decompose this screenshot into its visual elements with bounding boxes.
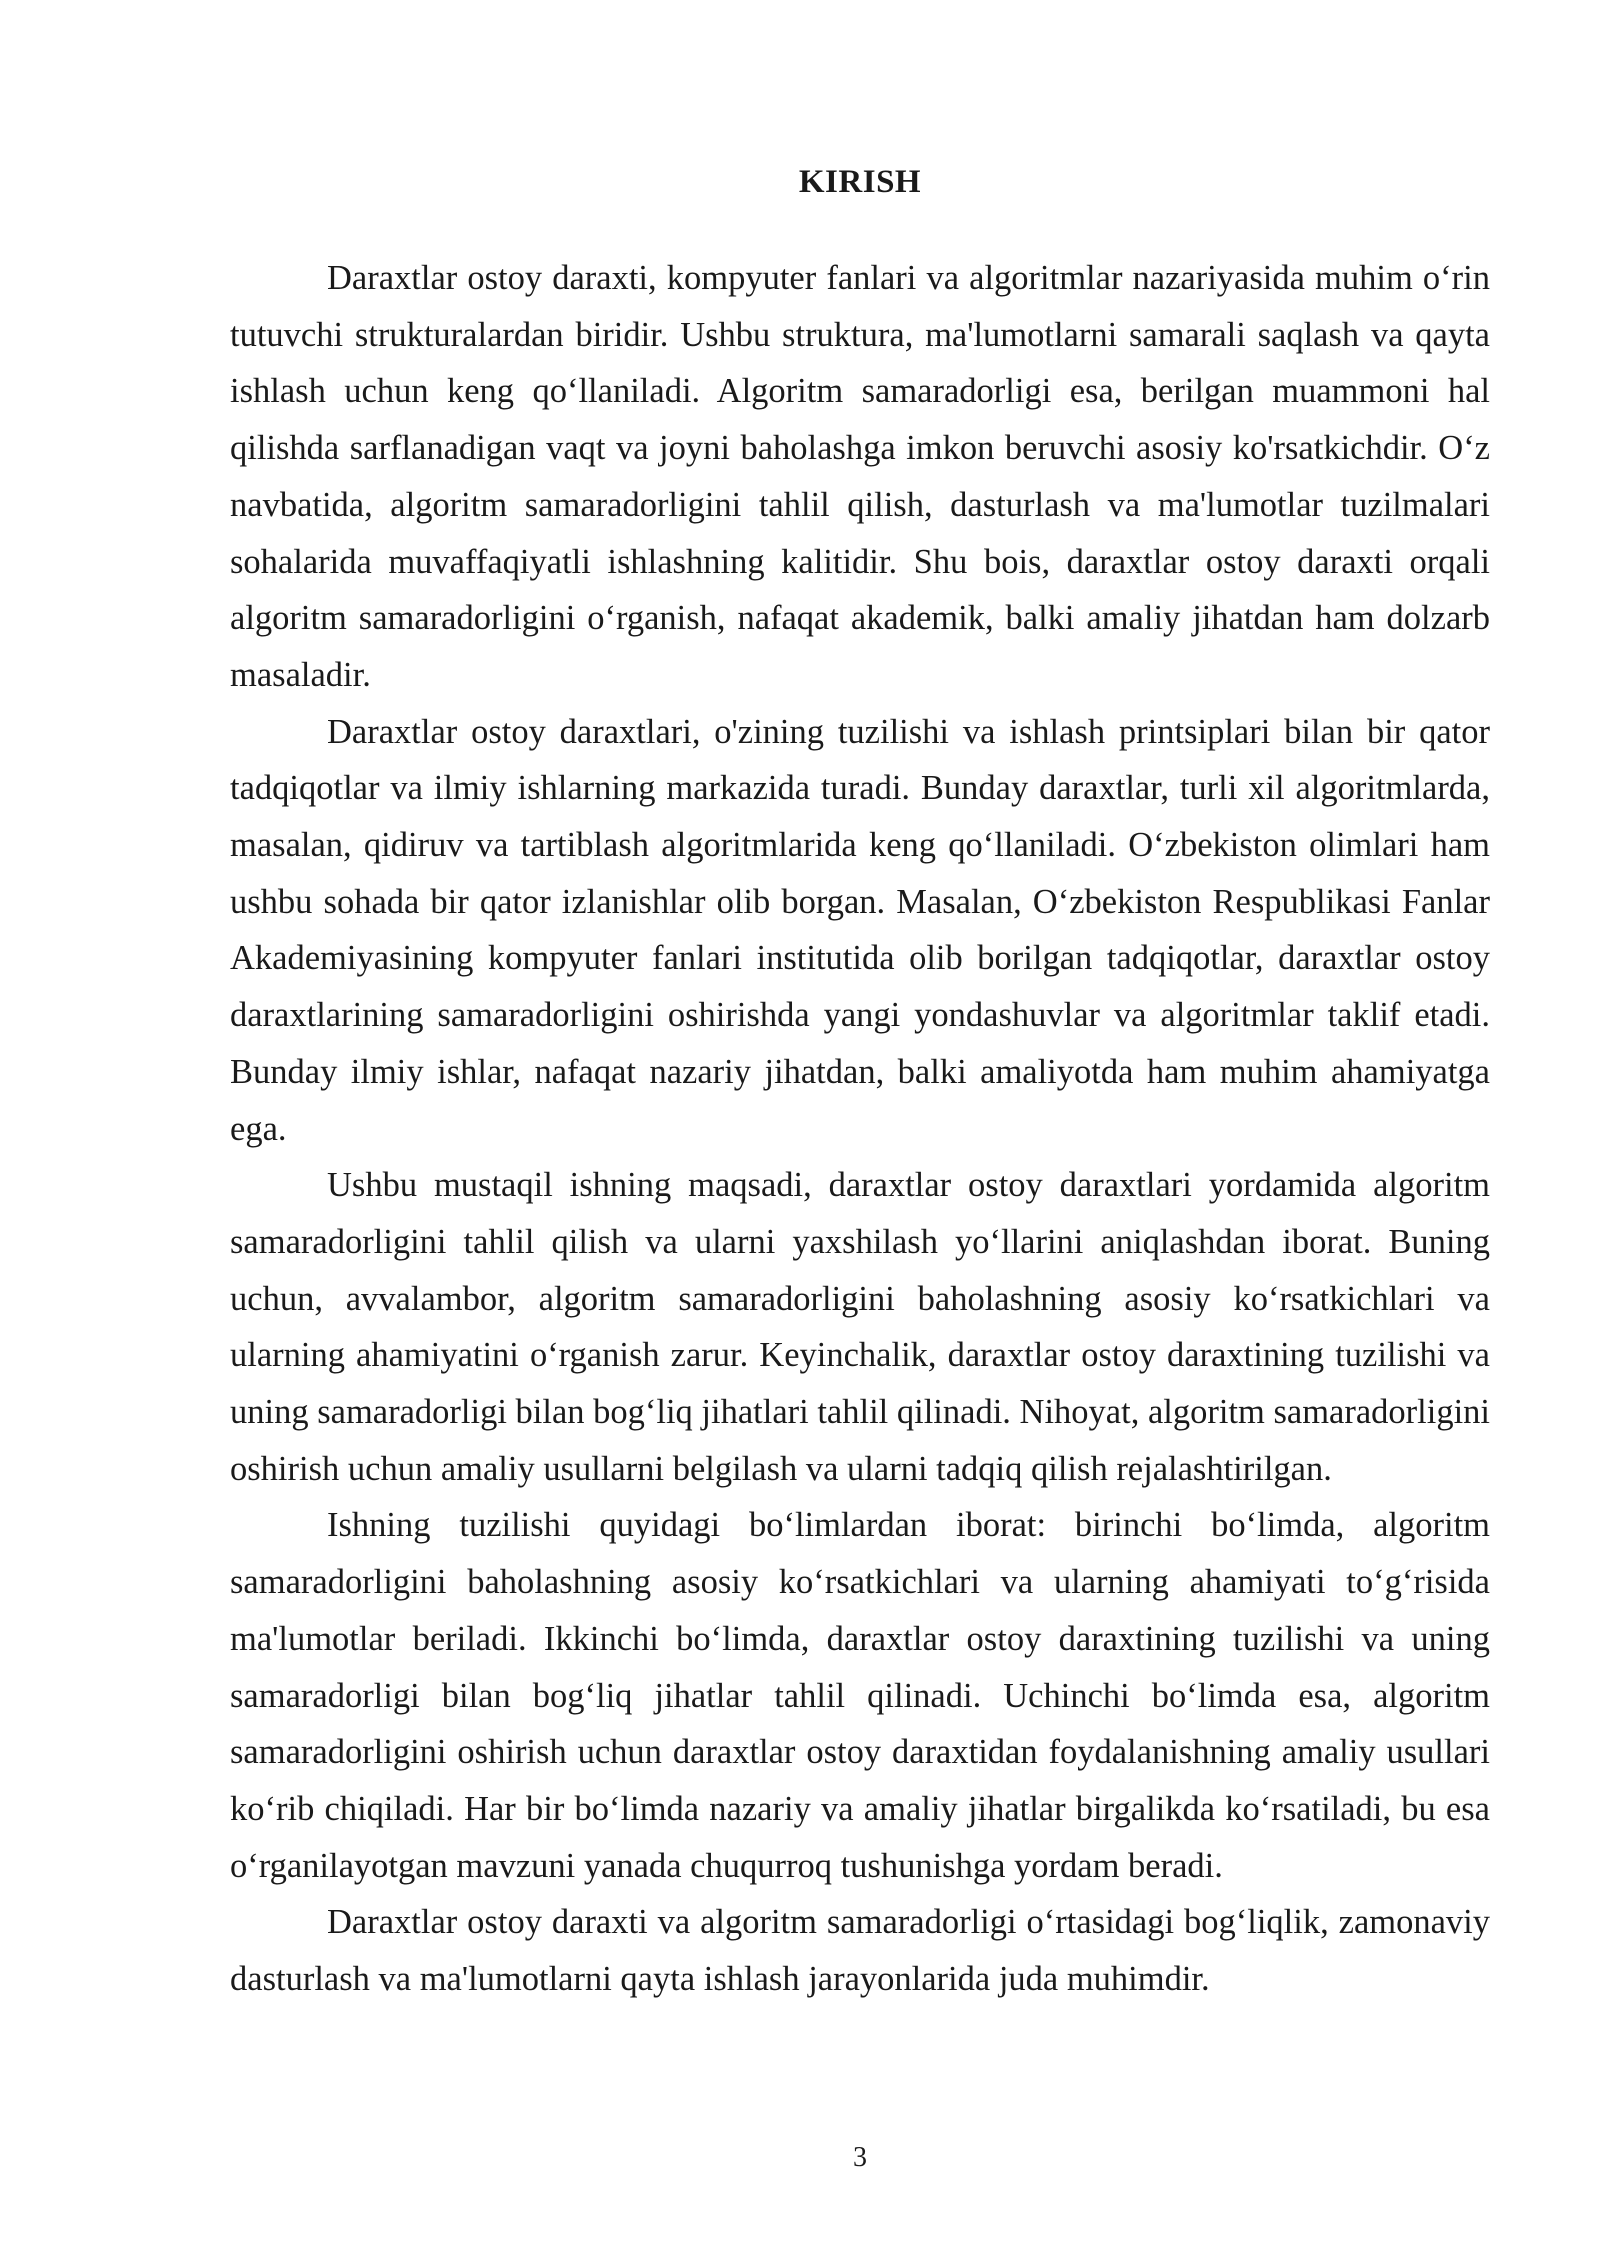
paragraph-3: Ushbu mustaqil ishning maqsadi, daraxtlar ostoy daraxtlari yordamida algoritm samaradorligini tahlil qilish va ularni yaxshilash yo‘llarini aniqlashdan iborat. Buning uchun, avvalambor, algoritm samaradorligini baholashning asosiy ko‘rsatkichlari va ularning ahamiyatini o‘rganish zarur. Keyinchalik, daraxtlar ostoy daraxtining tuzilishi va uning samaradorligi bilan bog‘liq jihatlari tahlil qilinadi. Nihoyat, algoritm samaradorligini oshirish uchun amaliy usullarni belgilash va ularni tadqiq qilish rejalashtirilgan.	[230, 1166, 1490, 1488]
section-heading: KIRISH	[798, 164, 922, 200]
paragraph-5: Daraxtlar ostoy daraxti va algoritm samaradorligi o‘rtasidagi bog‘liqlik, zamonaviy dasturlash va ma'lumotlarni qayta ishlash jarayonlarida juda muhimdir.	[230, 1903, 1490, 1999]
page-number: 3	[853, 2142, 867, 2173]
body-text	[230, 250, 1490, 2008]
paragraph-4: Ishning tuzilishi quyidagi bo‘limlardan iborat: birinchi bo‘limda, algoritm samaradorligini baholashning asosiy ko‘rsatkichlari va ularning ahamiyati to‘g‘risida ma'lumotlar beriladi. Ikkinchi bo‘limda, daraxtlar ostoy daraxtining tuzilishi va uning samaradorligi bilan bog‘liq jihatlar tahlil qilinadi. Uchinchi bo‘limda esa, algoritm samaradorligini oshirish uchun daraxtlar ostoy daraxtidan foydalanishning amaliy usullari ko‘rib chiqiladi. Har bir bo‘limda nazariy va amaliy jihatlar birgalikda ko‘rsatiladi, bu esa o‘rganilayotgan mavzuni yanada chuqurroq tushunishga yordam beradi.	[230, 1506, 1490, 1885]
paragraph-2: Daraxtlar ostoy daraxtlari, o'zining tuzilishi va ishlash printsiplari bilan bir qator tadqiqotlar va ilmiy ishlarning markazida turadi. Bunday daraxtlar, turli xil algoritmlarda, masalan, qidiruv va tartiblash algoritmlarida keng qo‘llaniladi. O‘zbekiston olimlari ham ushbu sohada bir qator izlanishlar olib borgan. Masalan, O‘zbekiston Respublikasi Fanlar Akademiyasining kompyuter fanlari institutida olib borilgan tadqiqotlar, daraxtlar ostoy daraxtlarining samaradorligini oshirishda yangi yondashuvlar va algoritmlar taklif etadi. Bunday ilmiy ishlar, nafaqat nazariy jihatdan, balki amaliyotda ham muhim ahamiyatga ega.	[230, 712, 1490, 1148]
paragraph-1: Daraxtlar ostoy daraxti, kompyuter fanlari va algoritmlar nazariyasida muhim o‘rin tutuvchi strukturalardan biridir. Ushbu struktura, ma'lumotlarni samarali saqlash va qayta ishlash uchun keng qo‘llaniladi. Algoritm samaradorligi esa, berilgan muammoni hal qilishda sarflanadigan vaqt va joyni baholashga imkon beruvchi asosiy ko'rsatkichdir. O‘z navbatida, algoritm samaradorligini tahlil qilish, dasturlash va ma'lumotlar tuzilmalari sohalarida muvaffaqiyatli ishlashning kalitidir. Shu bois, daraxtlar ostoy daraxti orqali algoritm samaradorligini o‘rganish, nafaqat akademik, balki amaliy jihatdan ham dolzarb masaladir.	[230, 259, 1490, 694]
